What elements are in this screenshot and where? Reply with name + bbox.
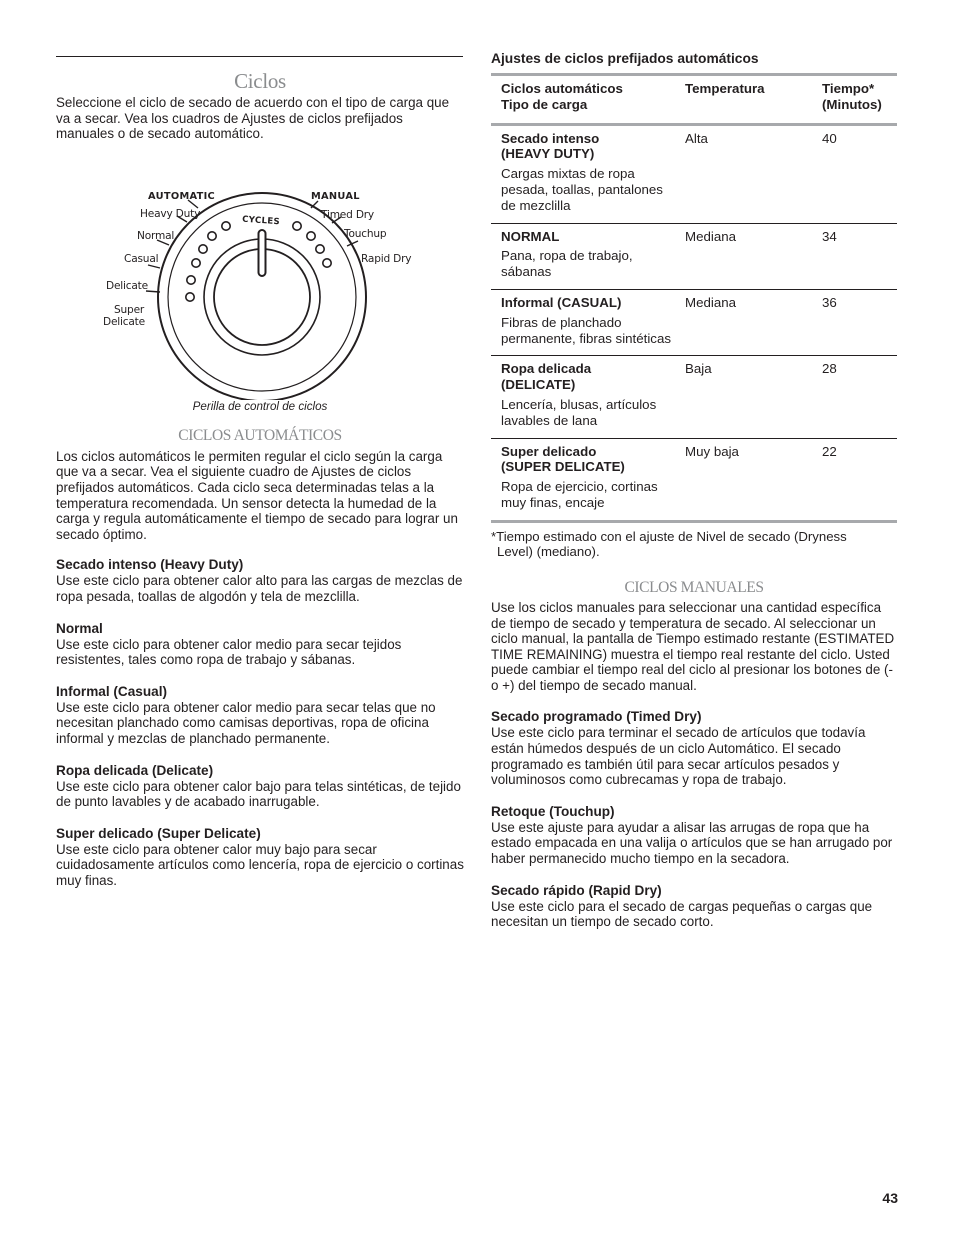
dial-super-label: Super [114, 303, 145, 316]
dial-casual-label: Casual [124, 252, 159, 265]
dot-heavy-duty [222, 222, 230, 230]
item-heading: Normal [56, 620, 103, 636]
auto-item-normal [56, 621, 464, 668]
cell-time: 34 [822, 228, 837, 244]
table-row [491, 124, 897, 223]
cell-cycle: Super delicado (SUPER DELICATE) Ropa de ejercicio, cortinas muy finas, encaje [501, 443, 658, 510]
left-column [56, 56, 464, 888]
table-row [491, 289, 897, 355]
intro-paragraph: Seleccione el ciclo de secado de acuerdo con el tipo de carga que va a secar. Vea los cuadros de Ajustes de ciclos prefijados manuales o de secado automático. [56, 95, 450, 142]
cell-cycle: Secado intenso (HEAVY DUTY) Cargas mixtas de ropa pesada, toallas, pantalones de mezclilla [501, 130, 663, 213]
dial-rapid-dry-label: Rapid Dry [361, 252, 412, 265]
dial-heavy-duty-label: Heavy Duty [140, 207, 201, 220]
table-footnote: *Tiempo estimado con el ajuste de Nivel de secado (Dryness Level) (mediano). [491, 528, 847, 560]
dial-automatic-label: AUTOMATIC [148, 190, 216, 202]
dial-cycles-label: CYCLES [241, 214, 281, 228]
item-text: Use este ciclo para terminar el secado de artículos que todavía están húmedos después de un ciclo Automático. El secado programado es también útil para secar artículos pesados y voluminosos como cubrecamas y ropa de trabajo. [491, 725, 866, 788]
auto-item-heavy-duty [56, 557, 464, 604]
item-text: Use este ciclo para obtener calor bajo para telas sintéticas, de tejido de punto lavables y de acabado inarrugable. [56, 778, 461, 810]
cell-cycle: NORMAL Pana, ropa de trabajo, sábanas [501, 228, 633, 280]
item-heading: Retoque (Touchup) [491, 803, 615, 819]
item-heading: Super delicado (Super Delicate) [56, 825, 261, 841]
manual-section-intro: Use los ciclos manuales para seleccionar una cantidad específica de tiempo de secado y temperatura de secado. Al seleccionar un ciclo manual, la pantalla de Tiempo estimado restante (ESTIMATED TIME REMAINING) muestra el tiempo real restante del ciclo. Usted puede cambiar el tiempo real del ciclo al presionar los botones de (- o +) del tiempo de secado manual. [491, 599, 895, 693]
header-temperature: Temperatura [685, 81, 765, 96]
auto-item-casual [56, 684, 464, 747]
dial-normal-label: Normal [137, 229, 175, 242]
item-text: Use este ciclo para el secado de cargas pequeñas o cargas que necesitan un tiempo de secado corto. [491, 898, 873, 930]
item-heading: Informal (Casual) [56, 683, 168, 699]
auto-section-title: CICLOS AUTOMÁTICOS [178, 426, 342, 444]
item-heading: Secado rápido (Rapid Dry) [491, 882, 662, 898]
auto-section-intro: Los ciclos automáticos le permiten regular el ciclo según la carga que va a secar. Vea el siguiente cuadro de Ajustes de ciclos prefijados automáticos. Cada ciclo seca determinadas telas a la temperatura recomendada. Un sensor detecta la humedad de la carga y regula automáticamente el tiempo de secado para lograr un secado óptimo. [56, 448, 458, 542]
dot-touchup-1 [307, 232, 315, 240]
cell-temp: Baja [685, 361, 712, 377]
dial-caption: Perilla de control de ciclos [192, 399, 328, 413]
cell-cycle: Informal (CASUAL) Fibras de planchado permanente, fibras sintéticas [501, 294, 671, 346]
header-cycle: Ciclos automáticos Tipo de carga [501, 81, 623, 112]
header-time: Tiempo* (Minutos) [822, 81, 882, 112]
cell-cycle: Ropa delicada (DELICATE) Lencería, blusas, artículos lavables de lana [501, 361, 657, 428]
item-text: Use este ciclo para obtener calor medio para secar telas que no necesitan planchado como camisas deportivas, ropa de oficina informal y mezclas de planchado permanente. [56, 699, 436, 746]
item-text: Use este ajuste para ayudar a alisar las arrugas de ropa que ha estado empacada en una valija o artículos que se han arrugado por haber permanecido mucho tiempo en la secadora. [491, 819, 893, 867]
page-title: Ciclos [234, 69, 286, 93]
manual-item-timed-dry [491, 709, 897, 787]
dot-super-delicate-2 [186, 293, 194, 301]
cell-time: 36 [822, 294, 837, 310]
manual-section-title: CICLOS MANUALES [624, 578, 764, 596]
cell-temp: Mediana [685, 294, 737, 310]
cell-time: 22 [822, 443, 837, 459]
cell-temp: Muy baja [685, 443, 739, 459]
page-number: 43 [882, 1190, 898, 1206]
item-heading: Ropa delicada (Delicate) [56, 762, 214, 778]
cycle-knob-illustration [56, 150, 464, 400]
dot-casual [199, 245, 207, 253]
auto-cycles-table [491, 73, 897, 523]
table-title: Ajustes de ciclos prefijados automáticos [491, 51, 759, 66]
table-row [491, 356, 897, 438]
cell-time: 28 [822, 361, 837, 377]
right-column [491, 50, 897, 930]
cell-temp: Mediana [685, 228, 737, 244]
auto-item-delicate [56, 763, 464, 810]
dot-super-delicate-1 [187, 276, 195, 284]
dial-timed-dry-label: Timed Dry [321, 208, 374, 221]
auto-item-super-delicate [56, 826, 464, 889]
cycle-dial-figure [56, 150, 464, 400]
table-row [491, 438, 897, 521]
table-header-row [491, 75, 897, 125]
dot-timed-dry [293, 222, 301, 230]
dot-normal [208, 232, 216, 240]
dial-super-delicate-label: Delicate [103, 315, 145, 328]
cell-temp: Alta [685, 130, 708, 146]
item-text: Use este ciclo para obtener calor muy bajo para secar cuidadosamente artículos como lencería, ropa de ejercicio o cortinas muy finas. [56, 841, 464, 888]
top-rule [56, 56, 463, 57]
item-text: Use este ciclo para obtener calor alto para las cargas de mezclas de ropa pesada, toallas de algodón y tela de mezclilla. [56, 573, 463, 604]
dot-delicate [192, 259, 200, 267]
dial-touchup-label: Touchup [344, 227, 387, 240]
knob-pointer [259, 230, 266, 276]
manual-item-rapid-dry [491, 883, 897, 930]
item-heading: Secado programado (Timed Dry) [491, 709, 702, 725]
manual-item-touchup [491, 804, 897, 867]
item-heading: Secado intenso (Heavy Duty) [56, 557, 244, 573]
dial-delicate-label: Delicate [106, 279, 148, 292]
dot-rapid-dry [323, 259, 331, 267]
table-row [491, 223, 897, 289]
dial-manual-label: MANUAL [311, 190, 360, 202]
cell-time: 40 [822, 130, 837, 146]
item-text: Use este ciclo para obtener calor medio para secar tejidos resistentes, tales como ropa de trabajo y sábanas. [56, 636, 402, 668]
dot-touchup-2 [316, 245, 324, 253]
